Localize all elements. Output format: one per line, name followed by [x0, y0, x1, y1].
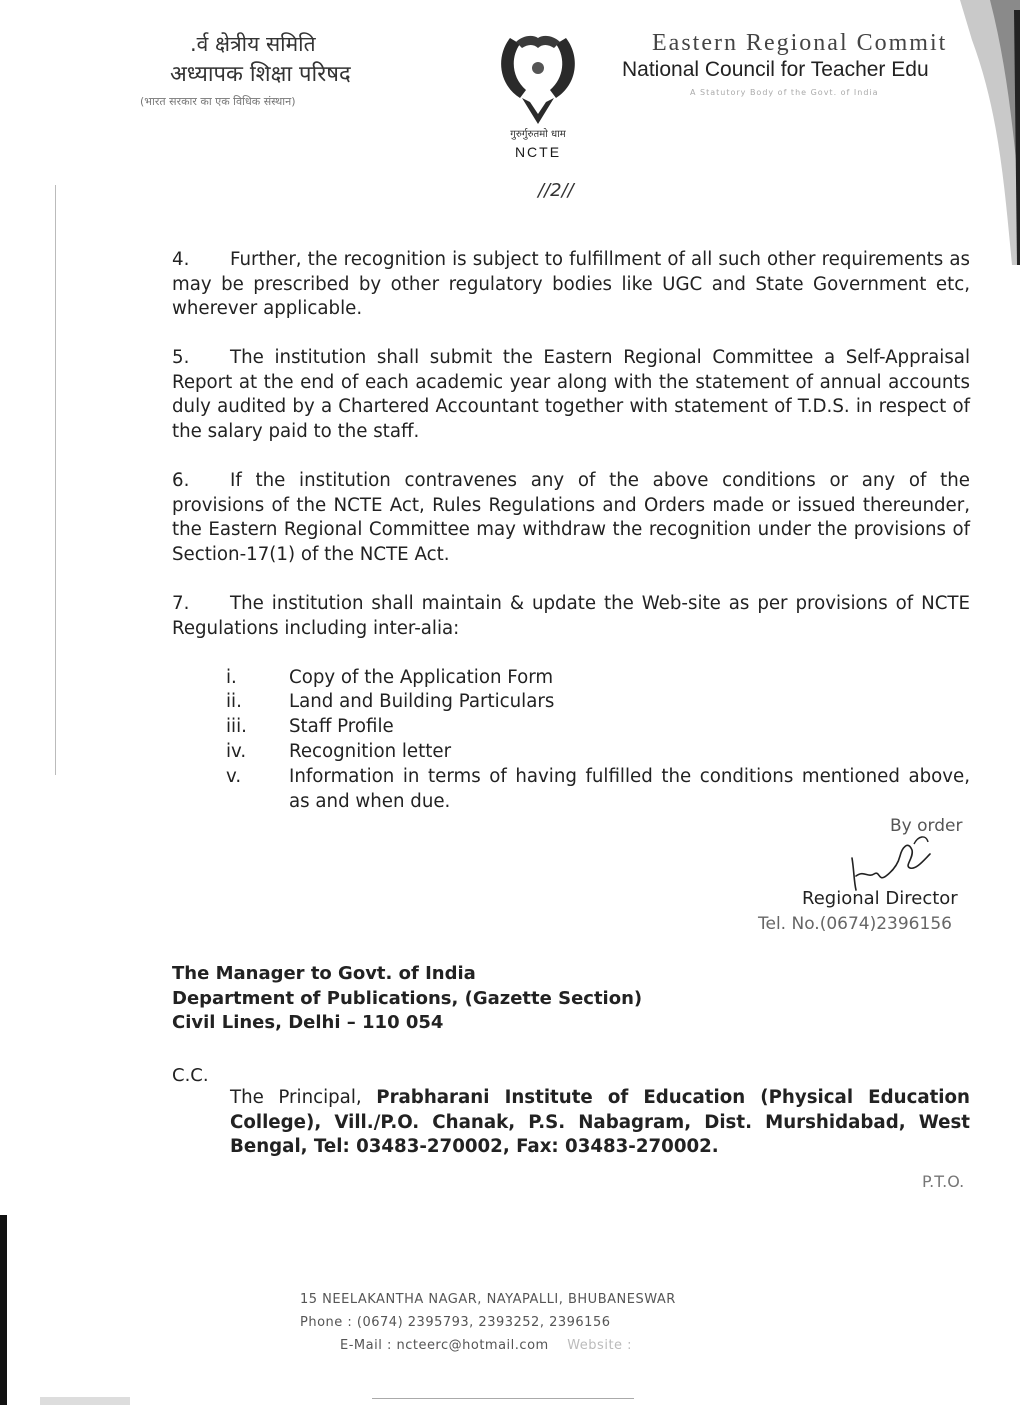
- list-item: [226, 715, 970, 740]
- english-subtitle: A Statutory Body of the Govt. of India: [690, 88, 879, 97]
- paragraph-number: 7.: [172, 593, 190, 614]
- list-numeral: v.: [226, 766, 242, 787]
- list-numeral: ii.: [226, 691, 242, 712]
- cc-address: Prabharani Institute of Education (Physical Education College), Vill./P.O. Chanak, P.S. Nabagram, Dist. Murshidabad, West Bengal, Tel: 03483-270002, Fax: 03483-270002.: [230, 1087, 970, 1157]
- paragraph-7: [172, 592, 970, 641]
- footer-contact: [340, 1338, 632, 1353]
- addressee-line-1: The Manager to Govt. of India: [172, 963, 476, 984]
- list-numeral: iii.: [226, 716, 247, 737]
- paragraph-text: The institution shall submit the Eastern Regional Committee a Self-Appraisal Report at the end of each academic year along with the statement of annual accounts duly audited by a Chartered Accountant together with statement of T.D.S. in respect of the salary paid to the staff.: [172, 347, 970, 442]
- scan-edge-bar: [0, 1215, 7, 1405]
- paragraph-text: Further, the recognition is subject to fulfillment of all such other requirements as may be prescribed by other regulatory bodies like UGC and State Government etc, wherever applicable.: [172, 249, 970, 319]
- list-item: [226, 690, 970, 715]
- list-numeral: iv.: [226, 741, 247, 762]
- paragraph-number: 4.: [172, 249, 190, 270]
- paragraph-4: [172, 248, 970, 322]
- by-order-text: By order: [890, 816, 963, 836]
- scan-artifact: [40, 1397, 130, 1405]
- page-number: //2//: [538, 180, 574, 201]
- paragraph-number: 6.: [172, 470, 190, 491]
- paragraph-5: [172, 346, 970, 444]
- cc-prefix: The Principal,: [230, 1087, 362, 1108]
- footer-address: 15 NEELAKANTHA NAGAR, NAYAPALLI, BHUBANESWAR: [300, 1292, 676, 1307]
- pto-label: P.T.O.: [922, 1172, 965, 1191]
- paragraph-text: The institution shall maintain & update the Web-site as per provisions of NCTE Regulations including inter-alia:: [172, 593, 970, 639]
- footer-phone: Phone : (0674) 2395793, 2393252, 2396156: [300, 1315, 611, 1330]
- list-text: Land and Building Particulars: [289, 691, 555, 712]
- signatory-title: Regional Director: [802, 888, 958, 909]
- signatory-phone: Tel. No.(0674)2396156: [758, 914, 952, 934]
- paragraph-text: If the institution contravenes any of the above conditions or any of the provisions of the NCTE Act, Rules Regulations and Orders made or issued thereunder, the Eastern Regional Committee may withdraw the recognition under the provisions of Section-17(1) of the NCTE Act.: [172, 470, 970, 565]
- logo-caption: गुरुर्गुरुतमो धाम: [510, 129, 566, 140]
- margin-line: [55, 185, 56, 775]
- paragraph-6: [172, 469, 970, 567]
- footer-rule: [372, 1398, 634, 1399]
- ncte-logo: [492, 28, 584, 128]
- list-item: [226, 666, 970, 691]
- cc-label: C.C.: [172, 1065, 209, 1086]
- logo-text: NCTE: [514, 144, 562, 160]
- addressee-line-3: Civil Lines, Delhi – 110 054: [172, 1012, 444, 1033]
- list-item: [226, 765, 970, 814]
- list-item: [226, 740, 970, 765]
- list-numeral: i.: [226, 667, 237, 688]
- footer-website: Website :: [567, 1338, 633, 1353]
- english-committee-name: Eastern Regional Commit: [652, 30, 948, 56]
- handwritten-signature: [838, 820, 948, 892]
- page-fold-shadow: [920, 0, 1020, 265]
- footer-email: E-Mail : ncteerc@hotmail.com: [340, 1338, 549, 1353]
- hindi-subtitle: (भारत सरकार का एक विधिक संस्थान): [140, 95, 296, 108]
- hindi-committee-name: .र्व क्षेत्रीय समिति: [190, 32, 316, 56]
- hindi-council-name: अध्यापक शिक्षा परिषद: [170, 62, 351, 87]
- cc-recipient: [230, 1086, 970, 1160]
- addressee-line-2: Department of Publications, (Gazette Section): [172, 988, 643, 1009]
- list-text: Staff Profile: [289, 716, 394, 737]
- list-text: Recognition letter: [289, 741, 452, 762]
- list-text: Copy of the Application Form: [289, 667, 554, 688]
- paragraph-number: 5.: [172, 347, 190, 368]
- list-text: Information in terms of having fulfilled the conditions mentioned above, as and when due.: [289, 766, 970, 812]
- english-council-name: National Council for Teacher Edu: [622, 58, 929, 81]
